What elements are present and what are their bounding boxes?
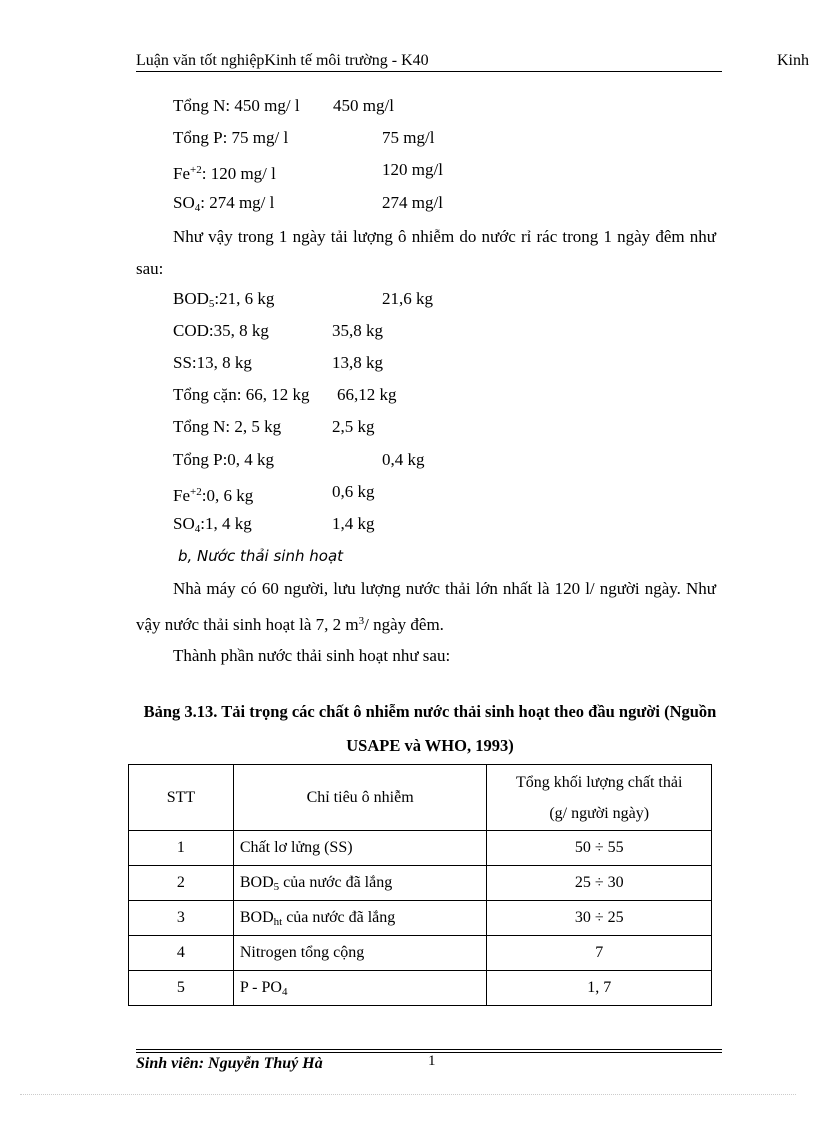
list-item: Tổng cặn: 66, 12 kg 66,12 kg: [173, 385, 397, 404]
table-caption: Bảng 3.13. Tải trọng các chất ô nhiễm nước thải sinh hoạt theo đầu người (Nguồn USAPE và WHO, 1993): [143, 702, 717, 755]
list-item: $Fe^{+2}:0$, 6 kg 0,6 kg: [173, 482, 375, 505]
header-right: Kinh: [777, 52, 809, 69]
header-rule: [136, 71, 722, 72]
table-row: 3 $BOD_{ht}$ của nước đã lắng 30 ÷ 25: [129, 901, 712, 936]
header-title: Luận văn tốt nghiệpKinh tế môi trường - K40: [136, 52, 429, 69]
header-stt: STT: [129, 765, 234, 831]
header-indicator: Chỉ tiêu ô nhiễm: [233, 765, 487, 831]
table-row: 2 $BOD_5$ của nước đã lắng 25 ÷ 30: [129, 866, 712, 901]
pollutant-table: [128, 764, 712, 1006]
list-item: Tổng N: 2, 5 kg 2,5 kg: [173, 417, 375, 436]
header-load: Tổng khối lượng chất thải (g/ người ngày): [487, 765, 712, 831]
list-item: Tổng N: 450 mg/ l 450 mg/l: [173, 96, 394, 115]
page-edge-divider: [20, 1094, 796, 1095]
list-item: COD:35, 8 kg 35,8 kg: [173, 321, 383, 340]
table-row: 5 P - $PO_4$ 1, 7: [129, 971, 712, 1006]
footer-rule-top: [136, 1049, 722, 1050]
list-item: Tổng P:0, 4 kg 0,4 kg: [173, 450, 425, 469]
footer-student: Sinh viên: Nguyễn Thuý Hà: [136, 1055, 323, 1072]
list-item: SS:13, 8 kg 13,8 kg: [173, 353, 383, 372]
paragraph-composition: Thành phần nước thải sinh hoạt như sau:: [173, 646, 451, 665]
list-item: $BOD_5:21$, 6 kg 21,6 kg: [173, 289, 433, 310]
list-item: Tổng P: 75 mg/ l 75 mg/l: [173, 128, 435, 147]
list-item: $SO_4:1$, 4 kg 1,4 kg: [173, 514, 375, 535]
table-row: 4 Nitrogen tổng cộng 7: [129, 936, 712, 971]
paragraph-domestic-flow: Nhà máy có 60 người, lưu lượng nước thải lớn nhất là 120 l/ người ngày. Như vậy nước thải sinh hoạt là 7, 2 $m^3/$ ngày đêm.: [136, 579, 716, 634]
list-item: $Fe^{+2}$: 120 mg/ l 120 mg/l: [173, 160, 443, 183]
list-item: $SO_4$: 274 mg/ l 274 mg/l: [173, 193, 443, 214]
table-row: 1 Chất lơ lửng (SS) 50 ÷ 55: [129, 831, 712, 866]
table-header-row: [129, 765, 712, 831]
paragraph-intro-loads: Như vậy trong 1 ngày tải lượng ô nhiễm do nước rỉ rác trong 1 ngày đêm như sau:: [136, 227, 716, 278]
page-number: 1: [428, 1053, 436, 1069]
subheading: b, Nước thải sinh hoạt: [178, 547, 344, 565]
